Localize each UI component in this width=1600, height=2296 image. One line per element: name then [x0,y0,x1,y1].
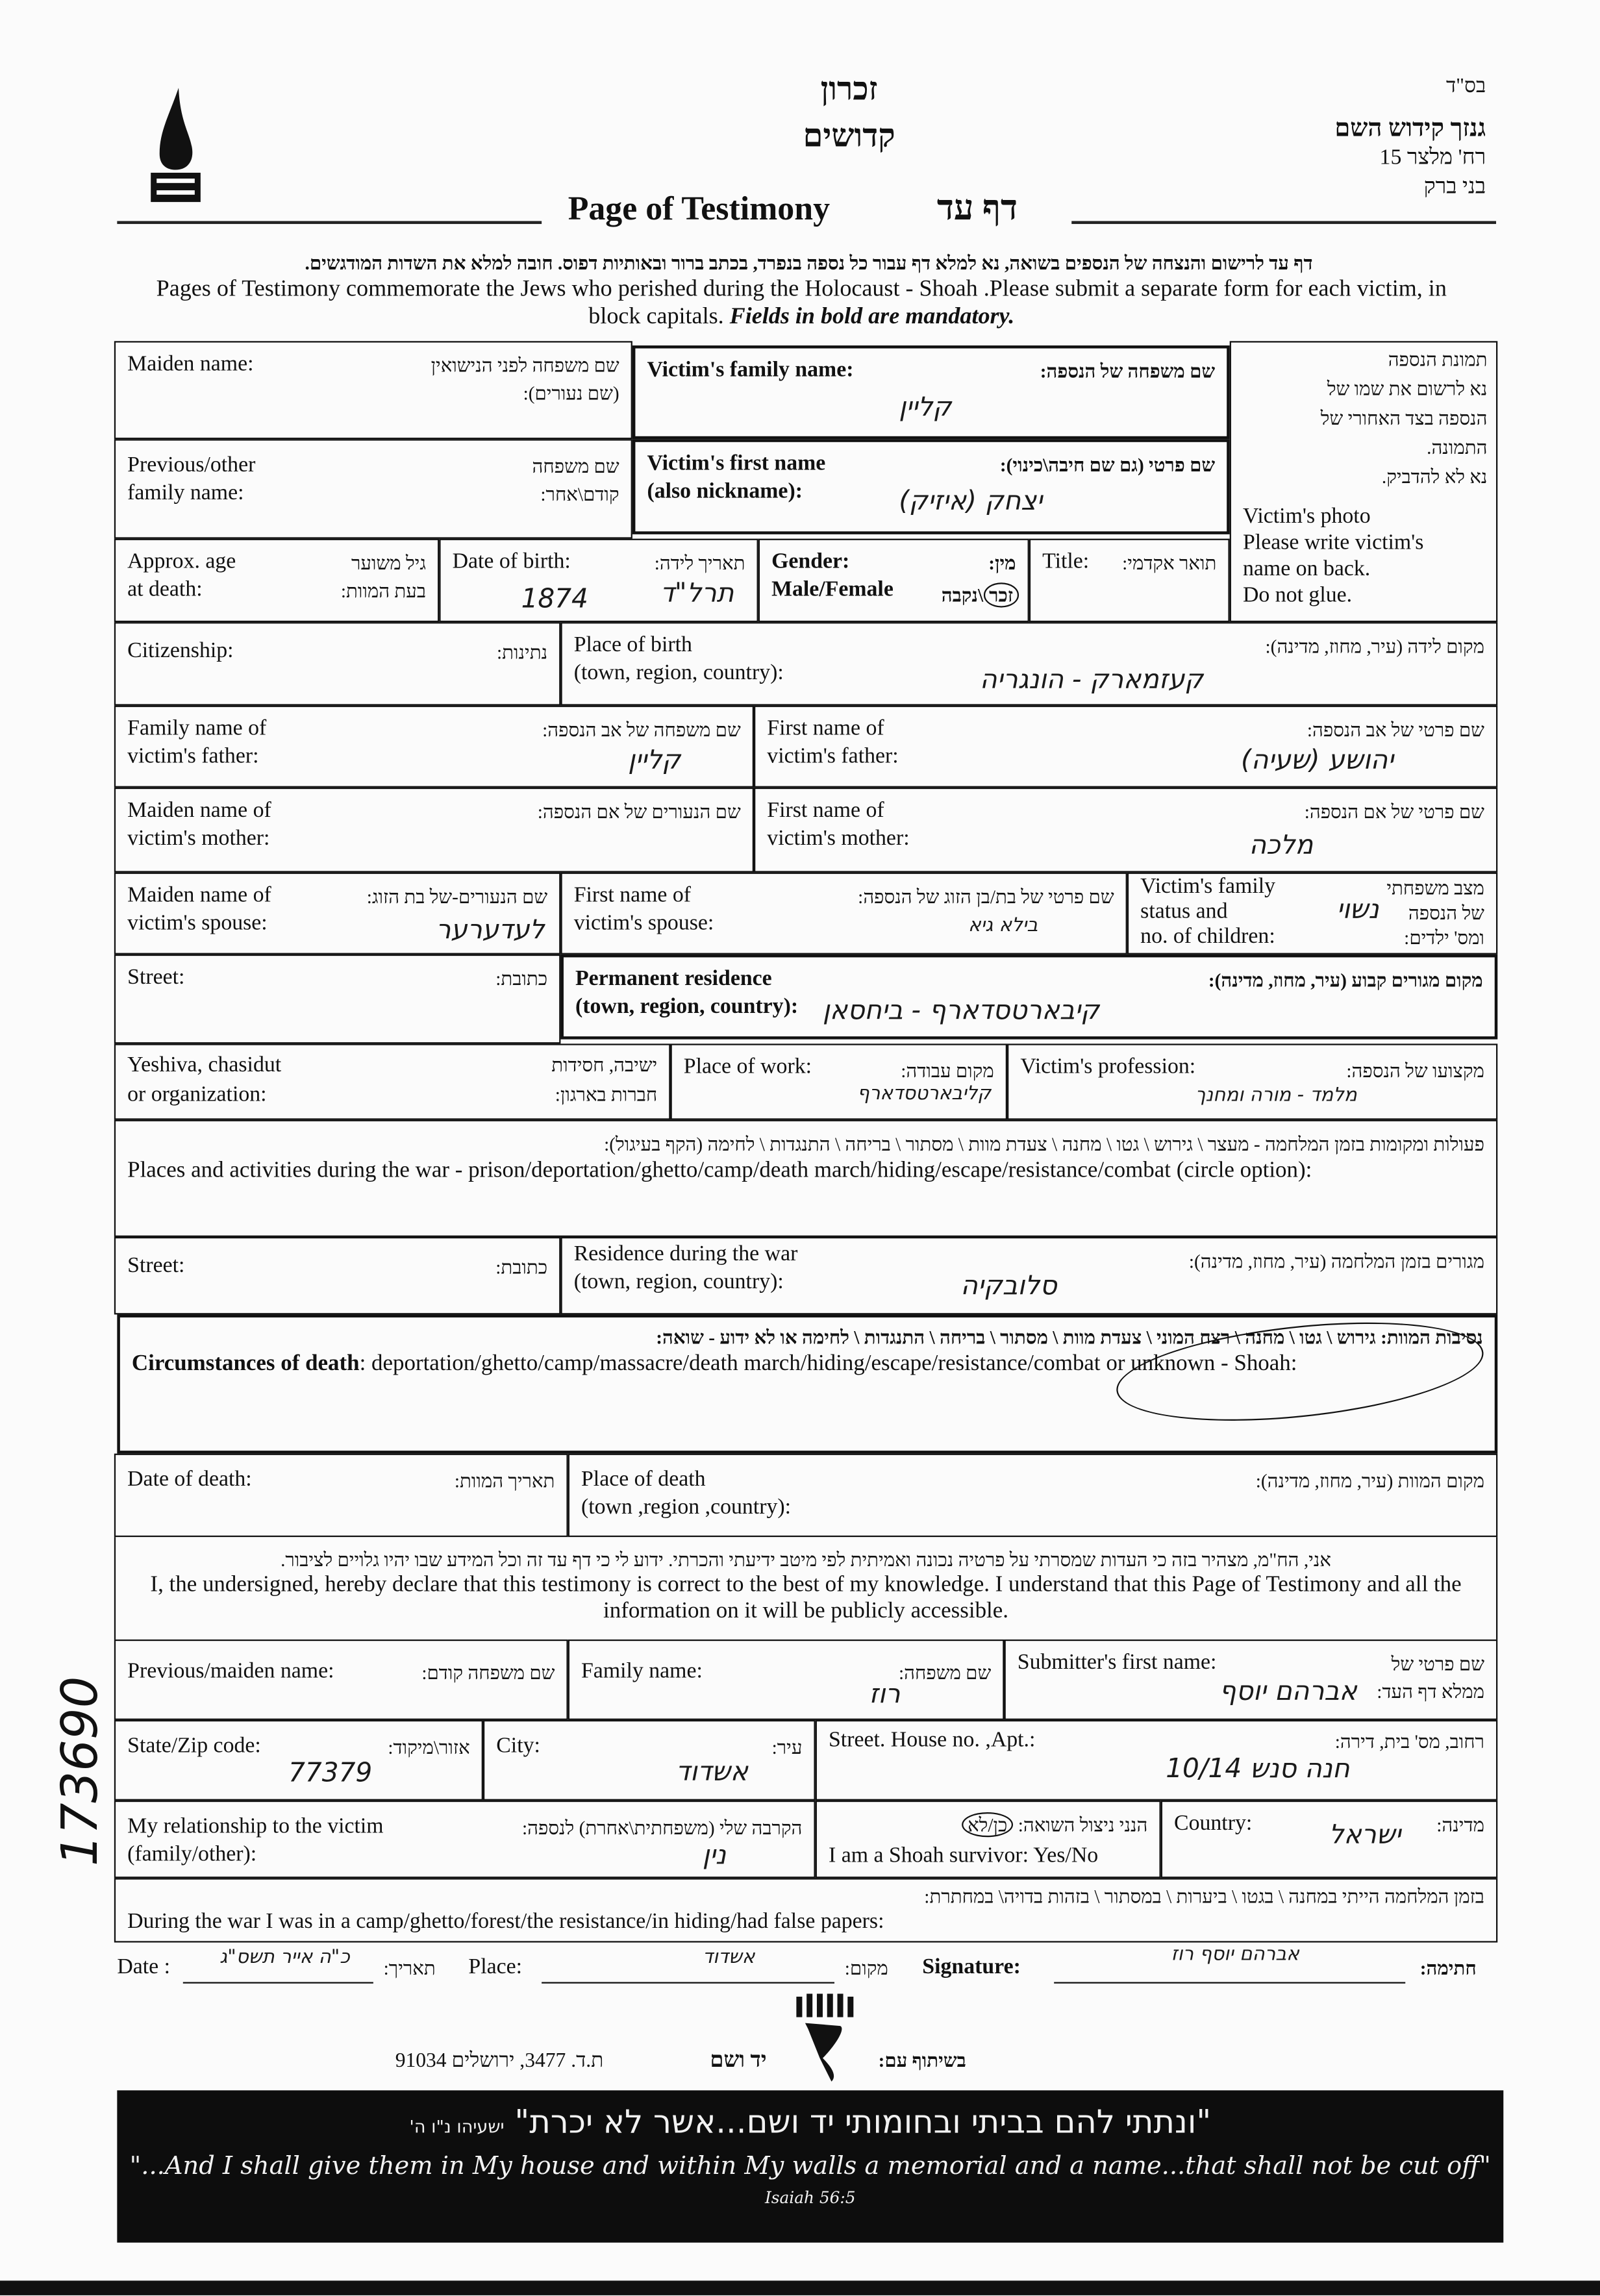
quote-en-text: "...And I shall give them in My house and within My walls a memorial and a name...that shall not be cut off" [129,2151,1491,2182]
side-registration-number: 173690 [51,1676,110,1867]
label: Yeshiva, chasidut or organization: [127,1054,282,1107]
victim-family-name-field[interactable] [632,345,1230,439]
value: נשוי [1336,894,1379,925]
declaration [114,1537,1497,1640]
quote-en [117,2152,1503,2210]
label-he: גיל משוער בעת המוות: [340,551,427,602]
date-label: Date : [117,1955,171,1979]
family-status-field[interactable] [1127,873,1497,955]
shoah-survivor-field[interactable] [816,1801,1161,1878]
label-he: אזור\מיקוד: [388,1736,470,1758]
label: Previous/maiden name: [127,1660,334,1684]
label-he: שם משפחה של הנספה: [1040,360,1216,382]
label: Date of death: [127,1468,252,1492]
label-he: מין: [988,551,1016,574]
date-of-birth-field[interactable] [439,539,758,623]
label-he: מגורים בזמן המלחמה (עיר, מחוז, מדינה): [1188,1250,1484,1273]
logo-flame-icon [139,88,212,205]
label: First name of victim's mother: [767,799,910,851]
label: Victim's family name: [647,358,854,382]
intro-en-mandatory: Fields in bold are mandatory. [729,304,1015,330]
date-of-death-field[interactable] [114,1454,568,1538]
war-street-field[interactable] [114,1237,561,1314]
label-he: פעולות ומקומות בזמן המלחמה - מעצר \ גירוש \ גטו \ מחנה \ צעדת מוות \ מסתור \ בריחה \ התנגדות \ לחימה (הקף בעיגול): [604,1132,1484,1155]
label-he: מצב משפחתי של הנספה ומס' ילדים: [1386,877,1484,949]
profession-field[interactable] [1007,1043,1497,1119]
label: State/Zip code: [127,1734,261,1758]
wartime-places-field[interactable] [114,1120,1497,1237]
value: ישראל [1329,1819,1401,1851]
approx-age-field[interactable] [114,539,439,623]
signature-label-he: חתימה: [1419,1957,1477,1979]
intro-en-text: Pages of Testimony commemorate the Jews who perished during the Holocaust - Shoah .Please submit a separate form for each victim, in block capitals. [156,277,1447,330]
label: Place of work: [683,1055,812,1079]
country-field[interactable] [1161,1801,1498,1878]
place-of-work-field[interactable] [671,1043,1008,1119]
label-he: תאריך לידה: [654,551,745,574]
spouse-maiden-name-field[interactable] [114,873,561,955]
value: קיבארטסדארף - ביחסאן [822,995,1100,1027]
survivor-yes-circled[interactable]: כן/לא [962,1812,1013,1837]
label: Street. House no. ,Apt.: [828,1728,1036,1753]
gender-options: זכר\נקבה [942,584,1019,608]
date-label-he: תאריך: [383,1957,436,1979]
label-he: מקום עבודה: [901,1060,994,1082]
label: Country: [1174,1812,1253,1836]
title-zichron: זכרון [820,70,878,107]
label-bold: Circumstances of death [131,1351,360,1377]
page-title-he: דף עד [936,190,1018,229]
label-he: שם משפחה קודם: [421,1661,555,1684]
label-he: עיר: [771,1736,803,1758]
value: קעזמארק - הונגריה [980,664,1204,695]
submitter-first-name-field[interactable] [1005,1640,1498,1720]
label: Permanent residence (town, region, country): [575,967,799,1019]
org-street: רח' מלצר 15 [1379,146,1486,170]
label-he: כתובת: [495,1256,548,1279]
label-he: תאריך המוות: [454,1469,555,1492]
previous-family-name-field[interactable] [114,439,632,538]
quote-en-ref: Isaiah 56:5 [764,2188,856,2208]
label: Maiden name: [127,353,254,377]
partner-label: בשיתוף עם: [878,2049,966,2071]
label-he: שם פרטי של ממלא דף העד: [1377,1653,1484,1703]
label: Street: [127,966,185,990]
label: Family name: [581,1660,703,1684]
label: City: [496,1734,540,1758]
label-he: שם פרטי של אם הנספה: [1304,801,1484,823]
signature-label: Signature: [922,1955,1021,1979]
org-city: בני ברק [1423,175,1486,199]
place-value: אשדוד [703,1947,755,1969]
label-he [962,1811,1147,1839]
label: My relationship to the victim (family/other): [127,1815,384,1867]
signature-input[interactable] [1054,1982,1405,1983]
circumstances-of-death-field[interactable] [117,1314,1497,1453]
label: Family name of victim's father: [127,717,267,769]
label: Victim's first name (also nickname): [647,452,826,504]
label: Previous/other family name: [127,453,256,505]
label-he: שם הנעורים של אם הנספה: [537,801,741,823]
zip-code-field[interactable] [114,1720,483,1801]
value: סלובקיה [960,1270,1057,1302]
quote-he [117,2105,1503,2141]
photo-instructions: Victim's photo Please write victim's name on back. Do not glue. [1242,505,1424,608]
quote-he-text: "ונתתי להם בביתי ובחומותי יד ושם...אשר לא יכרת" [514,2104,1212,2142]
label-he: נסיבות המוות: גירוש \ גטו \ מחנה \ רצח המוני \ צעדת מוות \ מסתור \ בריחה \ התנגדות \ לחימה או לא ידוע - שואה: [656,1326,1483,1349]
label: Maiden name of victim's mother: [127,799,271,851]
org-name: גנזך קידוש השם [1334,114,1486,142]
label-he: שם משפחה של אב הנספה: [542,718,741,741]
gender-male-circled[interactable]: זכר [983,582,1019,607]
label: Date of birth: [452,550,571,574]
label-he: ישיבה, חסידות חברות בארגון: [551,1054,658,1106]
label-he: שם משפחה קודם\אחר: [532,455,619,505]
relationship-field[interactable] [114,1801,816,1878]
label: First name of victim's father: [767,717,899,769]
title-field[interactable] [1029,539,1230,623]
label-he: שם הנעורים-של בת הזוג: [366,885,548,908]
label [132,1350,1297,1378]
date-input[interactable] [183,1982,373,1983]
place-of-death-field[interactable] [568,1454,1498,1538]
city-field[interactable] [483,1720,816,1801]
value-he: תרל"ד [660,578,734,609]
label: Approx. age at death: [127,550,236,602]
label-he: מקום לידה (עיר, מחוז, מדינה): [1265,635,1484,658]
residence-during-war-field[interactable] [560,1237,1497,1314]
value: יהושע (שעיה) [1241,745,1394,776]
maiden-name-field[interactable] [114,341,632,439]
submitter-family-name-field[interactable] [568,1640,1005,1720]
value: לעדערער [436,915,545,946]
value: בילא גיא [968,915,1038,937]
label-he: מקום מגורים קבוע (עיר, מחוז, מדינה): [1208,969,1483,992]
value: יצחק (איזיק) [899,486,1043,517]
street-field[interactable] [114,955,561,1044]
label: I am a Shoah survivor: Yes/No [828,1844,1099,1868]
title-kedoshim: קדושים [803,117,895,154]
quote-banner [117,2090,1503,2242]
label: Victim's family status and no. of children: [1140,875,1276,949]
value: קליבארטסדארף [857,1083,992,1106]
survivor-label-he: הנני ניצול השואה: [1018,1814,1148,1836]
submitter-previous-name-field[interactable] [114,1640,568,1720]
yad-vashem-address: ת.ד. 3477, ירושלים 91034 [395,2051,604,2073]
place-label: Place: [468,1955,523,1979]
label-he: תואר אקדמי: [1122,551,1217,574]
label-he: שם פרטי של אב הנספה: [1306,718,1484,741]
gender-field[interactable] [758,539,1029,623]
citizenship-field[interactable] [114,622,561,706]
during-war-field[interactable] [114,1878,1497,1942]
place-input[interactable] [542,1982,834,1983]
bsd-mark: בס"ד [1445,76,1486,99]
label-he: רחוב, מס' בית, דירה: [1334,1730,1484,1753]
label: Submitter's first name: [1017,1651,1217,1675]
value: רוז [869,1678,901,1710]
label-he: מדינה: [1436,1814,1484,1836]
label: Maiden name of victim's spouse: [127,884,271,936]
value: אשדוד [675,1756,748,1788]
label-he: שם משפחה לפני הנישואין (שם נעורים): [431,354,619,405]
signature-value: אברהם יוסף רוז [1171,1943,1299,1966]
label-he: כתובת: [495,967,548,990]
yeshiva-field[interactable] [114,1043,671,1119]
label: Gender: Male/Female [771,550,894,602]
value: 1874 [521,584,588,615]
page-title: Page of Testimony [568,190,830,227]
value: 77379 [288,1758,373,1789]
label-options: : deportation/ghetto/camp/massacre/death march/hiding/escape/resistance/combat or unknown - Shoah: [359,1351,1297,1377]
label: Places and activities during the war - prison/deportation/ghetto/camp/death march/hiding/escape/resistance/combat (circle option): [127,1158,1312,1183]
label-he: מקום המוות (עיר, מחוז, מדינה): [1255,1469,1484,1492]
label: During the war I was in a camp/ghetto/forest/the resistance/in hiding/had false papers: [127,1910,884,1934]
label-he: שם פרטי (גם שם חיבה\כינוי): [999,453,1216,476]
label-he: הקרבה שלי (משפחתית\אחרת) לנספה: [521,1816,803,1839]
label-he: שם פרטי של בת/בן הזוג של הנספה: [858,885,1114,908]
label: Victim's profession: [1020,1055,1196,1079]
place-label-he: מקום: [844,1957,888,1979]
value: מלמד - מורה ומחנך [1195,1084,1357,1107]
declaration-en: I, the undersigned, hereby declare that this testimony is correct to the best of my knowledge. I understand that this Page of Testimony and all the information on it will be publicly accessible. [150,1572,1462,1624]
value: חנה סנש 10/14 [1166,1753,1350,1785]
intro-en [132,275,1471,331]
victim-first-name-field[interactable] [632,439,1230,534]
declaration-he: אני, הח"מ, מצהיר בזה כי העדות שמסרתי על פרטיה נכונה ואמיתית לפי מיטב ידיעתי והכרתי. ידוע לי כי דף עד זה וכל המידע שבו יהיו גלויים לציבור. [281,1549,1331,1571]
label-he: נתינות: [496,641,548,664]
label: Place of birth (town, region, country): [573,634,784,686]
permanent-residence-field[interactable] [560,955,1497,1040]
label: Citizenship: [127,640,234,664]
mother-maiden-name-field[interactable] [114,788,754,873]
gender-female[interactable]: נקבה [941,584,978,606]
intro-he: דף עד לרישום והנצחה של הנספים בשואה, נא למלא דף עבור כל נספה בנפרד, בכתב ברור ובאותיות דפוס. חובה למלא את השדות המודגשים. [305,251,1313,274]
yad-vashem-logo-icon [790,1993,864,2081]
place-of-birth-field[interactable] [560,622,1497,706]
photo-instructions-he: תמונת הנספה נא לרשום את שמו של הנספה בצד האחורי של התמונה. נא לא להדביק. [1320,348,1488,488]
label-he: שם משפחה: [899,1661,992,1684]
divider [117,221,542,224]
value: קליין [628,745,681,776]
label: Place of death (town ,region ,country): [581,1468,792,1520]
spouse-first-name-field[interactable] [560,873,1127,955]
label-he: בזמן המלחמה הייתי במחנה \ בגטו \ ביערות \ במסתור \ בזהות בדויה\ במחתרת: [924,1885,1484,1908]
mother-first-name-field[interactable] [754,788,1497,873]
quote-he-ref: ישעיהו נ"ו ה' [409,2116,505,2138]
victim-photo-area[interactable] [1230,341,1498,622]
divider [1071,221,1496,224]
value: אברהם יוסף [1219,1676,1357,1707]
label: Residence during the war (town, region, country): [573,1242,798,1294]
father-first-name-field[interactable] [754,706,1497,788]
yad-vashem-name: יד ושם [710,2049,767,2073]
value: קליין [899,392,952,423]
label: Street: [127,1254,185,1279]
date-value: כ"ה אייר תשס"ג [219,1947,350,1969]
value: מלכה [1249,830,1314,861]
street-house-field[interactable] [816,1720,1498,1801]
father-family-name-field[interactable] [114,706,754,788]
value: נין [702,1840,727,1871]
date-line [117,1943,1500,1991]
label-he: מקצועו של הנספה: [1346,1060,1484,1082]
label: First name of victim's spouse: [573,884,714,936]
scan-bottom-edge [0,2280,1600,2295]
label: Title: [1042,550,1090,574]
